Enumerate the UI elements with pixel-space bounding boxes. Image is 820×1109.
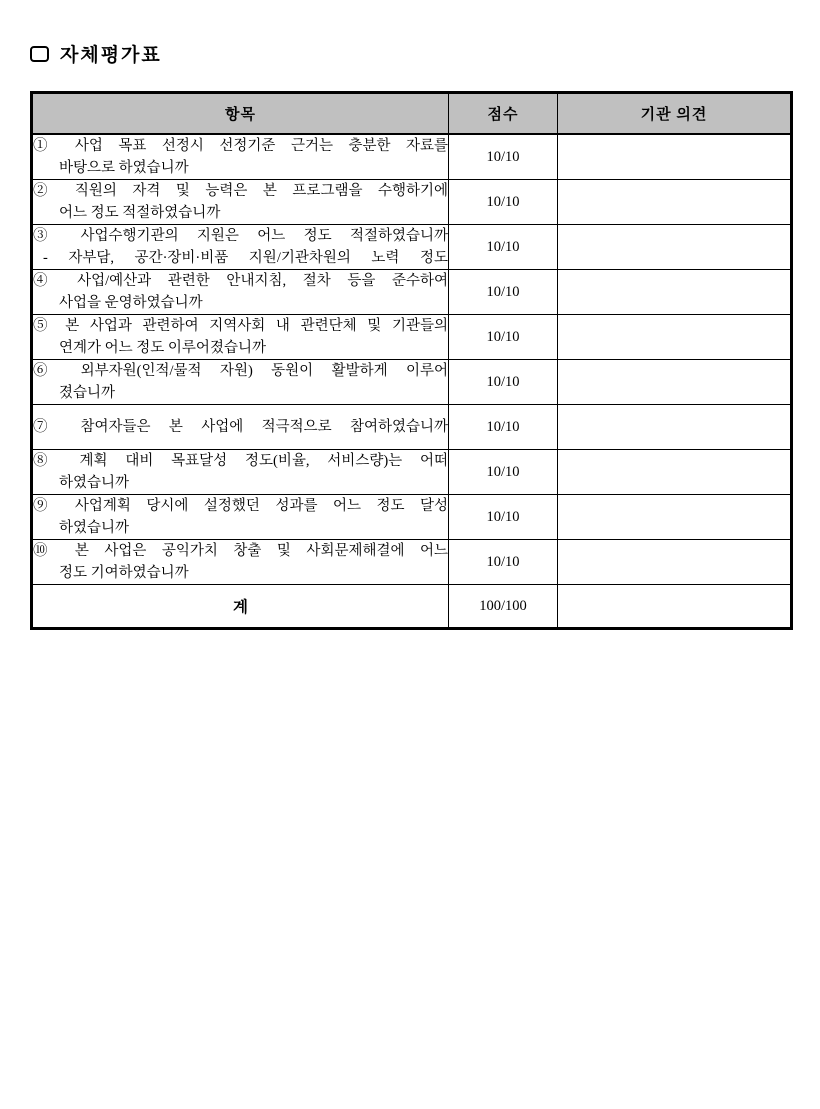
item-line-first: ② 직원의 자격 및 능력은 본 프로그램을 수행하기에: [33, 183, 448, 199]
table-row: [32, 225, 792, 270]
item-line-first: ③ 사업수행기관의 지원은 어느 정도 적절하였습니까: [33, 228, 448, 244]
item-line-continuation: 정도 기여하였습니까: [59, 565, 189, 581]
score-cell: 10/10: [449, 134, 558, 180]
item-line-first: ⑥ 외부자원(인적/물적 자원) 동원이 활발하게 이루어: [33, 363, 448, 379]
opinion-cell: [558, 495, 792, 540]
score-cell: 10/10: [449, 495, 558, 540]
opinion-cell: [558, 134, 792, 180]
total-row: [32, 585, 792, 629]
header-item: 항목: [32, 93, 449, 135]
score-cell: 10/10: [449, 360, 558, 405]
score-cell: 10/10: [449, 225, 558, 270]
opinion-cell: [558, 360, 792, 405]
header-score: 점수: [449, 93, 558, 135]
item-line-first: ① 사업 목표 선정시 선정기준 근거는 충분한 자료를: [33, 138, 448, 154]
item-line-continuation: 하였습니까: [59, 475, 130, 491]
item-line-continuation: 졌습니까: [59, 385, 116, 401]
page-title-text: 자체평가표: [60, 45, 162, 66]
score-cell: 10/10: [449, 405, 558, 450]
table-row: [32, 360, 792, 405]
total-opinion-cell: [558, 585, 792, 629]
item-line-first: ⑤ 본 사업과 관련하여 지역사회 내 관련단체 및 기관들의: [33, 318, 448, 334]
item-line-continuation: 사업을 운영하였습니까: [59, 295, 203, 311]
item-cell: [32, 360, 449, 405]
opinion-cell: [558, 405, 792, 450]
opinion-cell: [558, 450, 792, 495]
item-cell: [32, 225, 449, 270]
item-line-first: ⑧ 계획 대비 목표달성 정도(비율, 서비스량)는 어떠: [33, 453, 448, 469]
page-title: [30, 40, 790, 67]
item-line-continuation: - 자부담, 공간·장비·비품 지원/기관차원의 노력 정도: [43, 250, 448, 266]
table-row: [32, 540, 792, 585]
item-cell: [32, 495, 449, 540]
table-header-row: [32, 93, 792, 135]
total-score-cell: 100/100: [449, 585, 558, 629]
item-line-continuation: 바탕으로 하였습니까: [59, 160, 189, 176]
checkbox-bullet-icon: [30, 46, 49, 62]
opinion-cell: [558, 180, 792, 225]
item-cell: [32, 540, 449, 585]
item-line-first: ⑩ 본 사업은 공익가치 창출 및 사회문제해결에 어느: [33, 543, 448, 559]
table-row: [32, 270, 792, 315]
item-cell: [32, 270, 449, 315]
item-line-first: ④ 사업/예산과 관련한 안내지침, 절차 등을 준수하여: [33, 273, 448, 289]
item-line-continuation: 어느 정도 적절하였습니까: [59, 205, 221, 221]
item-cell: [32, 405, 449, 450]
score-cell: 10/10: [449, 450, 558, 495]
item-cell: [32, 134, 449, 180]
item-line-continuation: 하였습니까: [59, 520, 130, 536]
table-row: [32, 315, 792, 360]
opinion-cell: [558, 540, 792, 585]
score-cell: 10/10: [449, 180, 558, 225]
opinion-cell: [558, 225, 792, 270]
table-row: [32, 405, 792, 450]
item-line-first: ⑨ 사업계획 당시에 설정했던 성과를 어느 정도 달성: [33, 498, 448, 514]
self-evaluation-table: [30, 91, 793, 630]
item-cell: [32, 450, 449, 495]
table-row: [32, 134, 792, 180]
table-row: [32, 450, 792, 495]
score-cell: 10/10: [449, 270, 558, 315]
opinion-cell: [558, 315, 792, 360]
total-label: 계: [32, 585, 449, 629]
table-row: [32, 180, 792, 225]
table-row: [32, 495, 792, 540]
item-cell: [32, 315, 449, 360]
opinion-cell: [558, 270, 792, 315]
score-cell: 10/10: [449, 540, 558, 585]
header-opinion: 기관 의견: [558, 93, 792, 135]
table-body: [32, 134, 792, 629]
item-line-continuation: 연계가 어느 정도 이루어졌습니까: [59, 340, 266, 356]
score-cell: 10/10: [449, 315, 558, 360]
item-cell: [32, 180, 449, 225]
item-line-first: ⑦ 참여자들은 본 사업에 적극적으로 참여하였습니까: [33, 419, 448, 435]
